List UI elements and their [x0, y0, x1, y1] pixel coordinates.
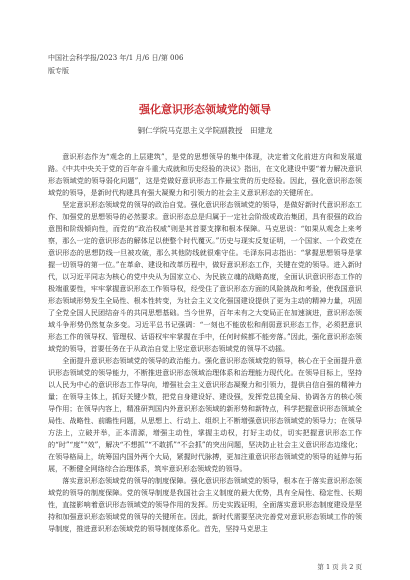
paragraph-institutional-guarantee: 落实意识形态领域党的领导的制度保障。强化意识形态领域党的领导，根本在于落实意识形态领域党的领导的制度保障。党的领导制度是我国社会主义制度的最大优势，具有全局性、稳定性、长期性，直接影响着意识形态领域党的领导作用的发挥。历史实践证明，全面落实意识形态制度建设是坚持和加强意识形态领域党的领导的关键所在。因此，新时代需要坚决完善党对意识形态领域工作的领导制度，推进意识形态领域党的领导制度体系化。首先，坚持马克思主	[48, 476, 362, 533]
source-section: 版专版	[48, 67, 69, 75]
source-header	[48, 52, 248, 78]
paragraph-political-capability: 全面提升意识形态领域党的领导的政治能力。强化意识形态领域党的领导，核心在于全面提升意识形态领域党的领导能力，不断推进意识形态领域治理体系和治理能力现代化。在领导目标上，坚持以人民为中心的意识形态工作导向，增强社会主义意识形态凝聚力和引领力，提供自信自强的精神力量；在领导主体上，抓好关键少数，把党自身建设好、建设强，发挥党总揽全局、协调各方的核心领导作用；在领导内容上，精准研判国内外意识形态领域的新形势和新特点，科学把握意识形态领域全局性、战略性、前瞻性问题，从思想上、行动上、组织上不断增强意识形态领域党的领导力；在领导方法上，立破并举，正本清源，增强主动性，掌握主动权，打好主动仗，切实把握意识形态工作的“时”“度”“效”，解决“不想抓”“不敢抓”“不会抓”的突出问题，坚决防止社会主义意识形态边缘化；在领导格局上，统筹国内国外两个大局，紧握时代脉搏，更加注重意识形态领域党的领导的延伸与拓展，不断健全网络综合治理体系，筑牢意识形态领域党的领导。	[48, 356, 362, 473]
source-line: 中国社会科学报/2023 年/1 月/6 日/第 006	[48, 54, 184, 62]
article-body	[48, 151, 362, 559]
article-title: 强化意识形态领域党的领导	[139, 103, 271, 116]
paragraph-intro: 意识形态作为“观念的上层建筑”，是党的思想领导的集中体现，决定着文化前进方向和发展道路。《中共中央关于党的百年奋斗重大成就和历史经验的决议》指出，在文化建设中要“着力解决意识形态领域党的领导弱化问题”，这是党做好意识形态工作最宝贵的历史经验。因此，强化意识形态领域党的领导，是新时代构建具有强大凝聚力和引领力的社会主义意识形态的关键所在。	[48, 152, 362, 197]
author-byline: 铜仁学院马克思主义学院副教授 田建龙	[137, 126, 273, 135]
page-number: 第 1 页 共 2 页	[317, 563, 362, 571]
paragraph-political-consciousness: 坚定意识形态领域党的领导的政治自觉。强化意识形态领域党的领导，是做好新时代意识形态工作、加强党的思想领导的必然要求。意识形态总是归属于一定社会阶级或政治集团，具有很强的政治意图和阶级倾向性，而党的“政治权威”则是其首要支撑和根本保障。马克思说：“如果从观念上来考察，那么一定的意识形态的解体足以使整个时代覆灭。”历史与现实反复证明，一个国家、一个政党在意识形态的思想防线一旦被攻破，那么其他防线就很难守住。毛泽东同志指出：“掌握思想领导是掌握一切领导的第一位。”在革命、建设和改革历程中，做好意识形态工作，关键在党的领导。进入新时代，以习近平同志为核心的党中央从为国家立心、为民族立魂的战略高度，全面认识意识形态工作的极端重要性，牢牢掌握意识形态工作领导权，经受住了意识形态方面的风险挑战和考验，使我国意识形态领域形势发生全局性、根本性转变，为社会主义文化强国建设提供了更为主动的精神力量，巩固了全党全国人民团结奋斗的共同思想基础。当今世界，百年未有之大变局正在加速演进，意识形态领域斗争形势仍然复杂多变。习近平总书记强调：“一刻也不能放松和削弱意识形态工作，必须把意识形态工作的领导权、管理权、话语权牢牢掌握在手中，任何时候都不能旁落。”因此，强化意识形态领域党的领导，首要任务在于从政治自觉上坚定意识形态领域党的领导不动摇。	[48, 200, 362, 353]
